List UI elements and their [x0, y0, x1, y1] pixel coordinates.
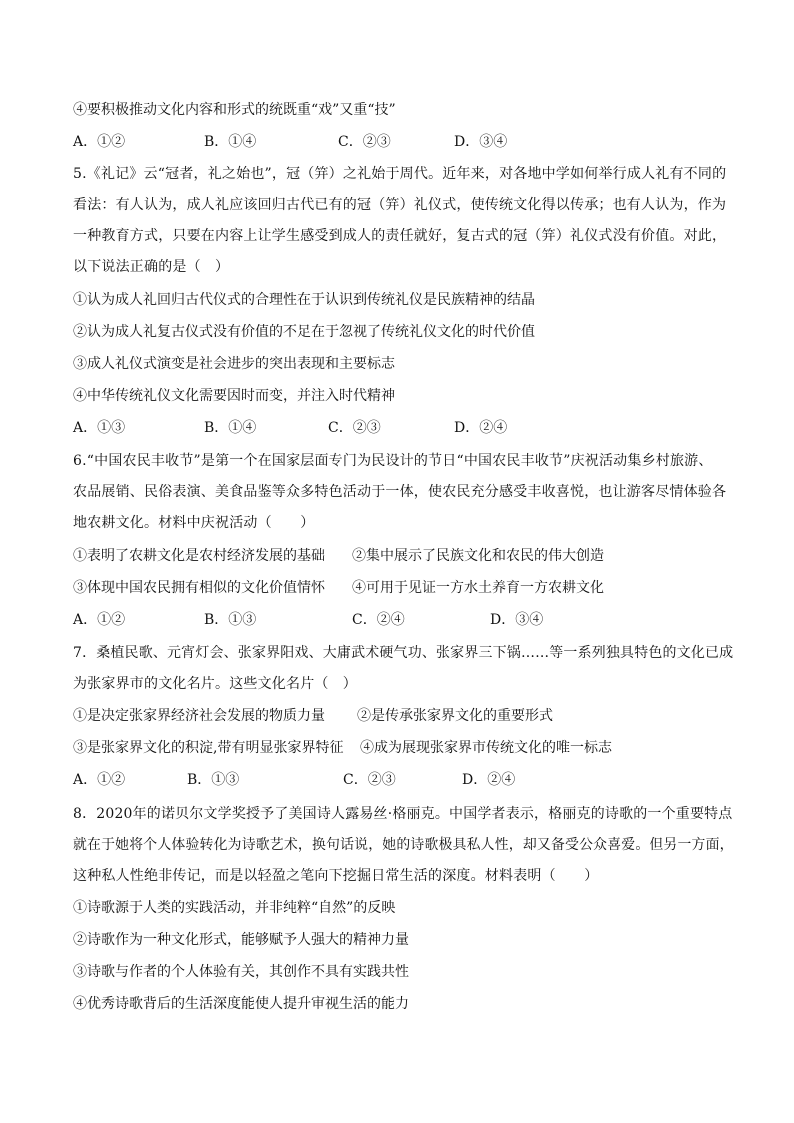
q7-item-3: ③是张家界文化的积淀,带有明显张家界特征	[73, 740, 344, 756]
q8-item-4: ④优秀诗歌背后的生活深度能使人提升审视生活的能力	[73, 996, 409, 1012]
q7-item-2: ②是传承张家界文化的重要形式	[357, 708, 553, 724]
q8-item-3: ③诗歌与作者的个人体验有关，其创作不具有实践共性	[73, 964, 409, 980]
q8-stem-line-1: 8．2020年的诺贝尔文学奖授予了美国诗人露易丝·格丽克。中国学者表示，格丽克的诗歌的一个重要特点	[73, 806, 733, 822]
q8-item-1: ①诗歌源于人类的实践活动，并非纯粹“自然”的反映	[73, 900, 396, 916]
q5-stem-line-1: 5.《礼记》云“冠者，礼之始也”，冠（笄）之礼始于周代。近年来，对各地中学如何举行成人礼有不同的	[73, 166, 727, 182]
q7-option-d: D．②④	[462, 772, 516, 788]
q5-option-d: D．②④	[454, 420, 508, 436]
q8-stem-line-2: 就在于她将个人体验转化为诗歌艺术，换句话说，她的诗歌极具私人性，却又备受公众喜爱。但另一方面，	[73, 837, 734, 853]
q4-option-d: D．③④	[454, 134, 508, 150]
q6-stem-line-1: 6.“中国农民丰收节”是第一个在国家层面专门为民设计的节日“中国农民丰收节”庆祝活动集乡村旅游、	[73, 453, 713, 469]
q7-stem-line-2: 为张家界市的文化名片。这些文化名片（ ）	[73, 676, 357, 692]
q5-stem-line-2: 看法：有人认为，成人礼应该回归古代已有的冠（笄）礼仪式，使传统文化得以传承；也有人认为，作为	[73, 197, 727, 213]
q6-option-d: D．③④	[490, 612, 544, 628]
q6-item-2: ②集中展示了民族文化和农民的伟大创造	[352, 548, 604, 564]
q4-option-b: B．①④	[204, 134, 257, 150]
q8-item-2: ②诗歌作为一种文化形式，能够赋予人强大的精神力量	[73, 932, 409, 948]
q7-item-1: ①是决定张家界经济社会发展的物质力量	[73, 708, 325, 724]
q5-option-a: A．①③	[73, 420, 126, 436]
q6-item-4: ④可用于见证一方水土养育一方农耕文化	[352, 580, 604, 596]
q7-option-a: A．①②	[73, 772, 126, 788]
q5-item-2: ②认为成人礼复古仪式没有价值的不足在于忽视了传统礼仪文化的时代价值	[73, 324, 535, 340]
q6-item-1: ①表明了农耕文化是农村经济发展的基础	[73, 548, 325, 564]
q4-option-c: C．②③	[338, 134, 391, 150]
q5-option-b: B．①④	[204, 420, 257, 436]
q5-item-3: ③成人礼仪式演变是社会进步的突出表现和主要标志	[73, 356, 395, 372]
q6-stem-line-3: 地农耕文化。材料中庆祝活动（ ）	[73, 515, 315, 531]
q4-option-a: A．①②	[73, 134, 126, 150]
q6-stem-line-2: 农品展销、民俗表演、美食品鉴等众多特色活动于一体，使农民充分感受丰收喜悦，也让游客尽情体验各	[73, 484, 727, 500]
q7-option-b: B．①③	[187, 772, 240, 788]
q6-option-a: A．①②	[73, 612, 126, 628]
q7-option-c: C．②③	[343, 772, 396, 788]
q4-item-4: ④要积极推动文化内容和形式的统既重“戏”又重“技”	[73, 102, 396, 118]
q6-option-c: C．②④	[352, 612, 405, 628]
q7-stem-line-1: 7．桑植民歌、元宵灯会、张家界阳戏、大庸武术硬气功、张家界三下锅……等一系列独具特色的文化已成	[73, 645, 734, 661]
q5-item-4: ④中华传统礼仪文化需要因时而变，并注入时代精神	[73, 388, 395, 404]
q5-stem-line-4: 以下说法正确的是（ ）	[73, 259, 230, 275]
q5-item-1: ①认为成人礼回归古代仪式的合理性在于认识到传统礼仪是民族精神的结晶	[73, 292, 535, 308]
q8-stem-line-3: 这种私人性绝非传记，而是以轻盈之笔向下挖掘日常生活的深度。材料表明（ ）	[73, 868, 599, 884]
q6-option-b: B．①③	[204, 612, 257, 628]
q6-item-3: ③体现中国农民拥有相似的文化价值情怀	[73, 580, 325, 596]
q5-stem-line-3: 一种教育方式，只要在内容上让学生感受到成人的责任就好，复古式的冠（笄）礼仪式没有价值。对此，	[73, 228, 727, 244]
q7-item-4: ④成为展现张家界市传统文化的唯一标志	[360, 740, 612, 756]
q5-option-c: C．②③	[328, 420, 381, 436]
